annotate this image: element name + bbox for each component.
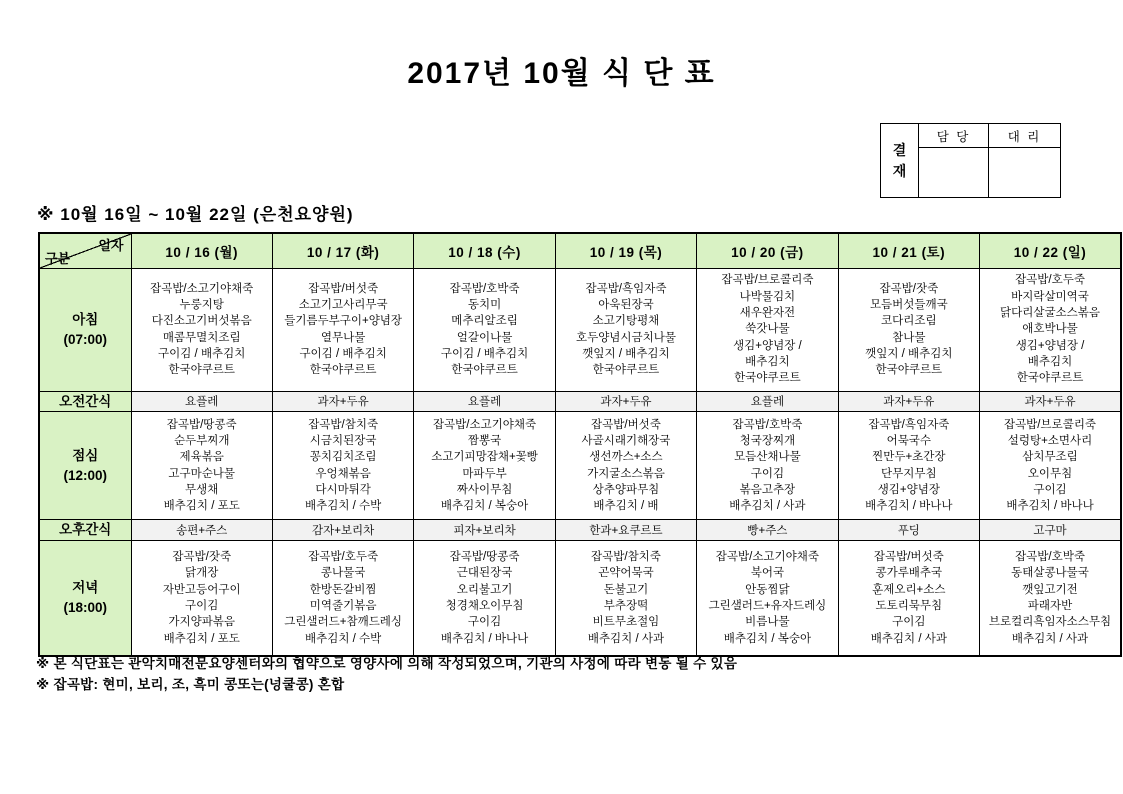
menu-item: 다시마튀각 — [315, 483, 371, 496]
row-label-text: 점심 — [72, 448, 99, 463]
menu-item: 그린샐러드+참깨드레싱 — [284, 616, 403, 629]
menu-item: 짜사이무침 — [456, 483, 513, 496]
snack-cell: 과자+두유 — [838, 391, 979, 412]
menu-item: 청경채오이무침 — [445, 599, 524, 612]
approval-grid — [919, 124, 1060, 197]
row-label-text: 오후간식 — [59, 522, 112, 538]
menu-item: 잡곡밥/잣죽 — [879, 282, 939, 295]
menu-item: 닭다리살굴소스볶음 — [1000, 307, 1100, 319]
menu-item: 한국야쿠르트 — [309, 364, 377, 377]
meal-cell — [838, 540, 979, 656]
menu-row-snack-am — [39, 391, 1121, 412]
menu-item: 구이김 — [185, 599, 219, 612]
menu-item: 비름나물 — [745, 616, 790, 629]
snack-cell: 감자+보리차 — [272, 520, 413, 541]
row-label-lunch — [39, 412, 131, 520]
menu-item: 구이김 — [1033, 483, 1067, 496]
menu-item: 한국야쿠르트 — [734, 372, 801, 385]
approval-role-header: 대 리 — [988, 124, 1060, 148]
menu-item: 잡곡밥/소고기야채죽 — [432, 418, 537, 431]
menu-item: 배추김치 / 사과 — [1011, 632, 1089, 645]
menu-item: 누룽지탕 — [179, 298, 224, 311]
menu-item: 구이김 — [467, 616, 502, 629]
menu-item: 배추김치 / 바나나 — [1006, 500, 1094, 513]
snack-cell: 과자+두유 — [980, 391, 1121, 412]
menu-item: 배추김치 / 바나나 — [440, 632, 529, 645]
meal-cell — [697, 412, 838, 520]
menu-item: 닭개장 — [185, 567, 219, 580]
menu-item: 메추리알조림 — [451, 315, 518, 328]
meal-cell — [697, 268, 838, 391]
menu-item: 파래자반 — [1027, 599, 1073, 612]
menu-item: 잡곡밥/버섯죽 — [308, 282, 379, 295]
footnotes — [36, 654, 737, 696]
menu-item: 단무지무침 — [881, 467, 937, 480]
snack-cell: 피자+보리차 — [414, 520, 555, 541]
menu-item: 잡곡밥/땅콩죽 — [166, 418, 237, 431]
menu-item: 안동찜닭 — [745, 583, 790, 596]
corner-label-category: 구분 — [45, 250, 71, 266]
menu-item: 한국야쿠르트 — [168, 364, 236, 377]
menu-item: 배추김치 — [1027, 355, 1073, 368]
menu-item: 한국야쿠르트 — [451, 364, 518, 377]
row-label-time: (12:00) — [63, 467, 108, 483]
menu-item: 열무나물 — [320, 331, 366, 344]
approval-role-header: 담 당 — [919, 124, 988, 148]
menu-item: 배추김치 / 배 — [593, 500, 659, 513]
menu-item: 배추김치 / 바나나 — [865, 500, 953, 513]
menu-item: 한방돈갈비찜 — [309, 583, 377, 596]
menu-item: 구이김 / 배추김치 — [158, 347, 246, 360]
approval-signature-cell — [988, 148, 1060, 197]
approval-stamp-cell — [881, 124, 919, 197]
menu-item: 사골시래기해장국 — [581, 434, 671, 447]
menu-item: 배추김치 / 복숭아 — [440, 500, 529, 513]
row-label-time: (18:00) — [63, 599, 108, 615]
menu-item: 코다리조림 — [881, 315, 937, 328]
menu-item: 북어국 — [750, 567, 785, 580]
meal-cell — [555, 268, 696, 391]
snack-cell: 빵+주스 — [697, 520, 838, 541]
menu-item: 잡곡밥/호두죽 — [1015, 274, 1085, 287]
menu-item: 청국장찌개 — [739, 434, 796, 447]
menu-item: 구이김 — [750, 467, 785, 480]
snack-cell: 한과+요쿠르트 — [555, 520, 696, 541]
menu-item: 들기름두부구이+양념장 — [284, 315, 403, 328]
menu-row-dinner — [39, 540, 1121, 656]
row-label-text: 저녁 — [72, 580, 99, 596]
meal-cell — [272, 268, 413, 391]
menu-item: 잡곡밥/브로콜리죽 — [1003, 418, 1097, 431]
menu-item: 소고기탕평채 — [592, 315, 660, 328]
menu-item: 잡곡밥/브로콜리죽 — [721, 274, 814, 287]
day-column-header: 10 / 22 (일) — [980, 233, 1121, 268]
menu-item: 삼치무조림 — [1022, 451, 1078, 464]
menu-item: 구이김 — [892, 616, 926, 629]
day-column-header: 10 / 19 (목) — [555, 233, 696, 268]
menu-item: 잡곡밥/소고기야채죽 — [150, 282, 254, 295]
menu-item: 쑥갓나물 — [745, 323, 790, 336]
menu-item: 우엉채볶음 — [315, 467, 371, 480]
menu-item: 배추김치 / 수박 — [305, 632, 382, 645]
menu-item: 도토리묵무침 — [875, 599, 943, 612]
snack-cell: 요플레 — [697, 391, 838, 412]
menu-item: 나박물김치 — [739, 290, 796, 303]
menu-item: 잡곡밥/땅콩죽 — [449, 550, 520, 563]
menu-item: 잡곡밥/흑임자죽 — [868, 418, 950, 431]
meal-cell — [697, 540, 838, 656]
snack-cell: 과자+두유 — [272, 391, 413, 412]
snack-cell: 고구마 — [980, 520, 1121, 541]
menu-item: 자반고등어구이 — [162, 583, 241, 596]
meal-cell — [414, 412, 555, 520]
menu-item: 그린샐러드+유자드레싱 — [708, 599, 827, 612]
meal-cell — [980, 412, 1121, 520]
menu-item: 깻잎지 / 배추김치 — [582, 347, 670, 360]
snack-cell: 요플레 — [131, 391, 272, 412]
menu-item: 부추장떡 — [603, 599, 649, 612]
menu-item: 오리불고기 — [456, 583, 513, 596]
menu-item: 순두부찌개 — [173, 434, 230, 447]
menu-item: 생김+양념장 / — [1015, 339, 1085, 352]
menu-item: 미역줄기볶음 — [309, 599, 377, 612]
menu-item: 깻잎고기전 — [1022, 583, 1078, 596]
snack-cell: 송편+주스 — [131, 520, 272, 541]
menu-item: 콩가루배추국 — [875, 567, 943, 580]
menu-item: 새우완자전 — [739, 307, 796, 319]
row-label-dinner — [39, 540, 131, 656]
menu-item: 한국야쿠르트 — [592, 364, 660, 377]
day-column-header: 10 / 17 (화) — [272, 233, 413, 268]
meal-cell — [414, 540, 555, 656]
menu-item: 꽁치김치조림 — [309, 451, 377, 464]
footnote: ※ 본 식단표는 관악치매전문요양센터와의 협약으로 영양사에 의해 작성되었으며, 기관의 사정에 따라 변동 될 수 있음 — [36, 656, 738, 671]
row-label-time: (07:00) — [63, 331, 108, 347]
menu-item: 생김+양념장 / — [733, 339, 802, 352]
footnote: ※ 잡곡밥: 현미, 보리, 조, 흑미 콩또는(넝쿨콩) 혼합 — [36, 676, 345, 692]
snack-cell: 푸딩 — [838, 520, 979, 541]
menu-item: 어묵국수 — [886, 434, 932, 447]
menu-item: 시금치된장국 — [309, 434, 377, 447]
approval-box — [880, 123, 1061, 198]
menu-item: 애호박나물 — [1022, 323, 1078, 336]
corner-cell — [39, 233, 131, 268]
menu-item: 무생채 — [185, 483, 219, 496]
meal-cell — [414, 268, 555, 391]
row-label-text: 아침 — [72, 311, 99, 327]
menu-item: 한국야쿠르트 — [875, 364, 943, 377]
menu-item: 한국야쿠르트 — [1016, 372, 1084, 385]
day-column-header: 10 / 18 (수) — [414, 233, 555, 268]
menu-item: 구이김 / 배추김치 — [299, 347, 387, 360]
menu-item: 상추양파무침 — [592, 483, 660, 496]
approval-signature-cell — [919, 148, 988, 197]
menu-item: 동치미 — [467, 298, 502, 311]
menu-table-head — [39, 233, 1121, 268]
menu-row-snack-pm — [39, 520, 1121, 541]
row-label-snack-am — [39, 391, 131, 412]
meal-cell — [838, 268, 979, 391]
row-label-snack-pm — [39, 520, 131, 541]
meal-cell — [980, 540, 1121, 656]
menu-item: 곤약어묵국 — [598, 567, 654, 580]
row-label-text: 오전간식 — [59, 393, 112, 409]
menu-item: 비트무초절임 — [592, 616, 660, 629]
meal-cell — [131, 412, 272, 520]
menu-item: 설렁탕+소면사리 — [1007, 434, 1093, 447]
menu-item: 훈제오리+소스 — [872, 583, 946, 596]
menu-header-row — [39, 233, 1121, 268]
menu-item: 잡곡밥/소고기야채죽 — [715, 550, 819, 563]
row-label-breakfast — [39, 268, 131, 391]
menu-item: 잡곡밥/호두죽 — [308, 550, 379, 563]
menu-item: 오이무침 — [1027, 467, 1073, 480]
menu-item: 찐만두+초간장 — [872, 451, 946, 464]
menu-item: 볶음고추장 — [739, 483, 796, 496]
menu-item: 잡곡밥/버섯죽 — [873, 550, 944, 563]
menu-item: 생선까스+소스 — [589, 451, 663, 464]
meal-cell — [272, 540, 413, 656]
menu-item: 참나물 — [892, 331, 926, 344]
menu-item: 잡곡밥/참치죽 — [308, 418, 379, 431]
menu-item: 잡곡밥/호박죽 — [1015, 550, 1085, 563]
menu-row-breakfast — [39, 268, 1121, 391]
menu-item: 배추김치 — [745, 355, 790, 368]
meal-cell — [131, 540, 272, 656]
meal-cell — [555, 412, 696, 520]
menu-item: 얼갈이나물 — [456, 331, 513, 344]
day-column-header: 10 / 20 (금) — [697, 233, 838, 268]
menu-item: 잡곡밥/버섯죽 — [591, 418, 661, 431]
meal-cell — [980, 268, 1121, 391]
meal-cell — [131, 268, 272, 391]
menu-item: 생김+양념장 — [877, 483, 940, 496]
snack-cell: 요플레 — [414, 391, 555, 412]
week-range-heading: ※ 10월 16일 ~ 10월 22일 (은천요양원) — [37, 205, 354, 224]
menu-item: 배추김치 / 포도 — [163, 500, 240, 513]
menu-item: 잡곡밥/참치죽 — [591, 550, 661, 563]
menu-item: 콩나물국 — [320, 567, 366, 580]
menu-item: 모듬버섯들깨국 — [869, 298, 948, 311]
menu-item: 잡곡밥/잣죽 — [172, 550, 232, 563]
menu-item: 배추김치 / 복숭아 — [723, 632, 812, 645]
menu-item: 잡곡밥/호박죽 — [449, 282, 520, 295]
menu-item: 호두양념시금치나물 — [575, 331, 676, 344]
menu-item: 마파두부 — [462, 467, 507, 480]
menu-item: 깻잎지 / 배추김치 — [865, 347, 953, 360]
menu-item: 잡곡밥/흑임자죽 — [585, 282, 667, 295]
meal-cell — [838, 412, 979, 520]
day-column-header: 10 / 16 (월) — [131, 233, 272, 268]
snack-cell: 과자+두유 — [555, 391, 696, 412]
menu-item: 배추김치 / 수박 — [305, 500, 382, 513]
menu-item: 가지굴소스볶음 — [587, 467, 665, 480]
menu-item: 짬뽕국 — [467, 434, 502, 447]
corner-label-date: 일자 — [98, 238, 124, 253]
menu-item: 브로컬리흑임자소스무침 — [988, 616, 1112, 629]
meal-cell — [555, 540, 696, 656]
menu-item: 동태살콩나물국 — [1011, 567, 1089, 580]
meal-cell — [272, 412, 413, 520]
menu-item: 잡곡밥/호박죽 — [732, 418, 803, 431]
menu-item: 제육볶음 — [179, 451, 224, 464]
menu-item: 배추김치 / 포도 — [163, 632, 240, 645]
menu-table — [38, 232, 1122, 657]
menu-item: 배추김치 / 사과 — [729, 500, 806, 513]
menu-item: 배추김치 / 사과 — [587, 632, 665, 645]
menu-item: 모듬산채나물 — [734, 451, 801, 464]
page-title: 2017년 10월 식 단 표 — [407, 57, 716, 90]
menu-item: 소고기피망잡채+꽃빵 — [431, 451, 538, 464]
menu-item: 소고기고사리무국 — [298, 298, 388, 311]
menu-item: 가지양파볶음 — [168, 616, 236, 629]
menu-item: 아욱된장국 — [598, 298, 654, 311]
approval-stamp-label: 결재 — [892, 141, 907, 179]
menu-item: 구이김 / 배추김치 — [440, 347, 529, 360]
menu-item: 바지락살미역국 — [1011, 290, 1089, 303]
menu-row-lunch — [39, 412, 1121, 520]
menu-item: 돈불고기 — [603, 583, 649, 596]
menu-item: 매콤무멸치조림 — [162, 331, 241, 344]
menu-table-body — [39, 268, 1121, 656]
menu-item: 고구마순나물 — [168, 467, 236, 480]
menu-item: 배추김치 / 사과 — [870, 632, 947, 645]
menu-item: 다진소고기버섯볶음 — [151, 315, 252, 328]
day-column-header: 10 / 21 (토) — [838, 233, 979, 268]
menu-item: 근대된장국 — [456, 567, 513, 580]
